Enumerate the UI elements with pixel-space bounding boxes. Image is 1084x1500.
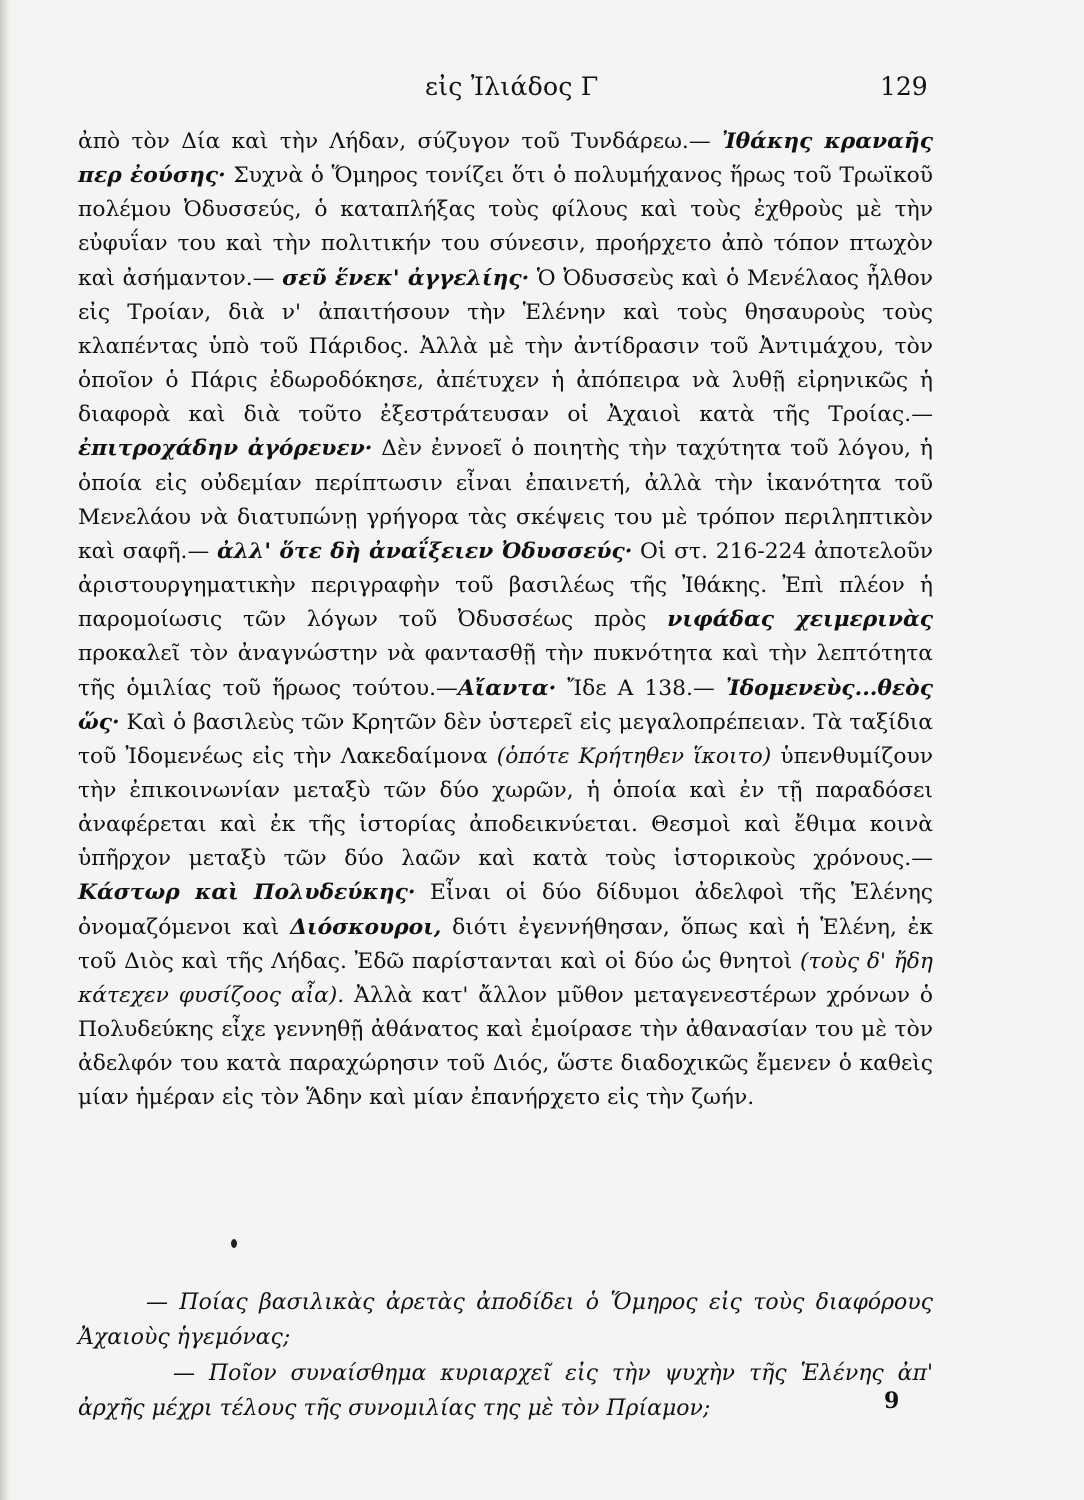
commentary-text [78, 125, 933, 1116]
commentary-segment: Οἱ στ. 216-224 ἀποτελοῦν ἀριστουργηματικὴν περιγραφὴν τοῦ βασιλέως τῆς Ἰθάκης. Ἐπὶ πλέον ἡ παρομοίωσις τῶν λόγων τοῦ Ὀδυσσέως πρὸς [78, 538, 934, 633]
page-edge [0, 0, 10, 1500]
commentary-segment: Εἶναι οἱ δύο δίδυμοι ἀδελφοὶ τῆς Ἑλένης ὀνομαζόμενοι καὶ [78, 880, 933, 940]
lemma-phrase: ἀλλ' ὅτε δὴ ἀναΐξειεν Ὀδυσσεύς· [216, 538, 633, 564]
commentary-segment: Ἀλλὰ κατ' ἄλλον μῦθον μεταγενεστέρων χρόνων ὁ Πολυδεύκης εἶχε γεννηθῇ ἀθάνατος καὶ ἐμοίρασε τὴν ἀθανασίαν του μὲ τὸν ἀδελφόν του κατὰ παραχώρησιν τοῦ Διός, ὥστε διαδοχικῶς ἔμενεν ὁ καθεὶς μίαν ἡμέραν εἰς τὸν Ἅδην καὶ μίαν ἐπανήρχετο εἰς τὴν ζωήν. [78, 982, 934, 1111]
running-title: εἰς Ἰλιάδος Γ [425, 72, 599, 101]
running-header [0, 68, 1084, 108]
commentary-segment: Ὁ Ὀδυσσεὺς καὶ ὁ Μενέλαος ἦλθον εἰς Τροίαν, διὰ ν' ἀπαιτήσουν τὴν Ἑλένην καὶ τοὺς θησαυροὺς τοὺς κλαπέντας ὑπὸ τοῦ Πάριδος. Ἀλλὰ μὲ τὴν ἀντίδρασιν τοῦ Ἀντιμάχου, τὸν ὁποῖον ὁ Πάρις ἐδωροδόκησε, ἀπέτυχεν ἡ ἀπόπειρα νὰ λυθῇ εἰρηνικῶς ἡ διαφορὰ καὶ διὰ τοῦτο ἐξεστράτευσαν οἱ Ἀχαιοὶ κατὰ τῆς Τροίας.— [78, 265, 933, 428]
commentary-segment: προκαλεῖ τὸν ἀναγνώστην νὰ φαντασθῇ τὴν πυκνότητα καὶ τὴν λεπτότητα τῆς ὁμιλίας τοῦ ἥρωος τούτου.— [78, 641, 933, 701]
commentary-segment: Δὲν ἐννοεῖ ὁ ποιητὴς τὴν ταχύτητα τοῦ λόγου, ἡ ὁποία εἰς οὐδεμίαν περίπτωσιν εἶναι ἐπαινετή, ἀλλὰ τὴν ἱκανότητα τοῦ Μενελάου νὰ διατυπώνῃ γρήγορα τὰς σκέψεις του μὲ τρόπον περιληπτικὸν καὶ σαφῆ.— [78, 436, 933, 564]
quoted-phrase: (τοὺς δ' ἤδη κάτεχεν φυσίζοος αἶα). [78, 948, 933, 1008]
commentary-paragraph [78, 125, 933, 1116]
commentary-segment: Καὶ ὁ βασιλεὺς τῶν Κρητῶν δὲν ὑστερεῖ εἰς μεγαλοπρέπειαν. Τὰ ταξίδια τοῦ Ἰδομενέως εἰς τὴν Λακεδαίμονα [78, 709, 934, 769]
commentary-segment: Ἴδε Α 138.— [556, 675, 726, 701]
page-number: 129 [880, 72, 928, 101]
question-item: — Ποίας βασιλικὰς ἀρετὰς ἀποδίδει ὁ Ὅμηρος εἰς τοὺς διαφόρους Ἀχαιοὺς ἡγεμόνας; [78, 1290, 933, 1350]
study-questions [78, 1285, 933, 1426]
question-item: — Ποῖον συναίσθημα κυριαρχεῖ εἰς τὴν ψυχὴν τῆς Ἑλένης ἀπ' ἀρχῆς μέχρι τέλους τῆς συνομιλίας της μὲ τὸν Πρίαμον; [78, 1361, 933, 1421]
commentary-segment: ἀπὸ τὸν Δία καὶ τὴν Λήδαν, σύζυγον τοῦ Τυνδάρεω.— [78, 129, 722, 154]
lemma-phrase: νιφάδας χειμερινὰς [667, 607, 934, 633]
lemma-phrase: Κάστωρ καὶ Πολυδεύκης· [78, 880, 416, 906]
lemma-phrase: Ἰθάκης κραναῆς περ ἐούσης· [78, 129, 933, 189]
commentary-segment: Συχνὰ ὁ Ὅμηρος τονίζει ὅτι ὁ πολυμήχανος ἥρως τοῦ Τρωϊκοῦ πολέμου Ὀδυσσεύς, ὁ καταπλήξας τοὺς φίλους καὶ τοὺς ἐχθροὺς μὲ τὴν εὐφυΐαν του καὶ τὴν πολιτικήν του σύνεσιν, προήρχετο ἀπὸ τόπον πτωχὸν καὶ ἀσήμαντον.— [78, 163, 934, 291]
lemma-phrase: σεῦ ἕνεκ' ἀγγελίης· [282, 265, 530, 291]
lemma-phrase: Διόσκουροι, [290, 914, 442, 940]
quoted-phrase: (ὁπότε Κρήτηθεν ἵκοιτο) [496, 743, 772, 769]
lemma-phrase: Ἰδομενεὺς...θεὸς ὥς· [78, 675, 933, 735]
lemma-phrase: ἐπιτροχάδην ἀγόρευεν· [78, 436, 373, 462]
signature-mark: 9 [884, 1388, 900, 1414]
lemma-phrase: Αἴαντα· [457, 675, 557, 701]
ink-mark [231, 1239, 237, 1248]
commentary-segment: διότι ἐγεννήθησαν, ὅπως καὶ ἡ Ἑλένη, ἐκ τοῦ Διὸς καὶ τῆς Λήδας. Ἐδῶ παρίστανται καὶ οἱ δύο ὡς θνητοὶ [78, 914, 933, 974]
commentary-segment: ὑπενθυμίζουν τὴν ἐπικοινωνίαν μεταξὺ τῶν δύο χωρῶν, ἡ ὁποία καὶ ἐν τῇ παραδόσει ἀναφέρεται καὶ ἐκ τῆς ἱστορίας ἀποδεικνύεται. Θεσμοὶ καὶ ἔθιμα κοινὰ ὑπῆρχον μεταξὺ τῶν δύο λαῶν καὶ κατὰ τοὺς ἱστορικοὺς χρόνους.— [78, 743, 933, 872]
